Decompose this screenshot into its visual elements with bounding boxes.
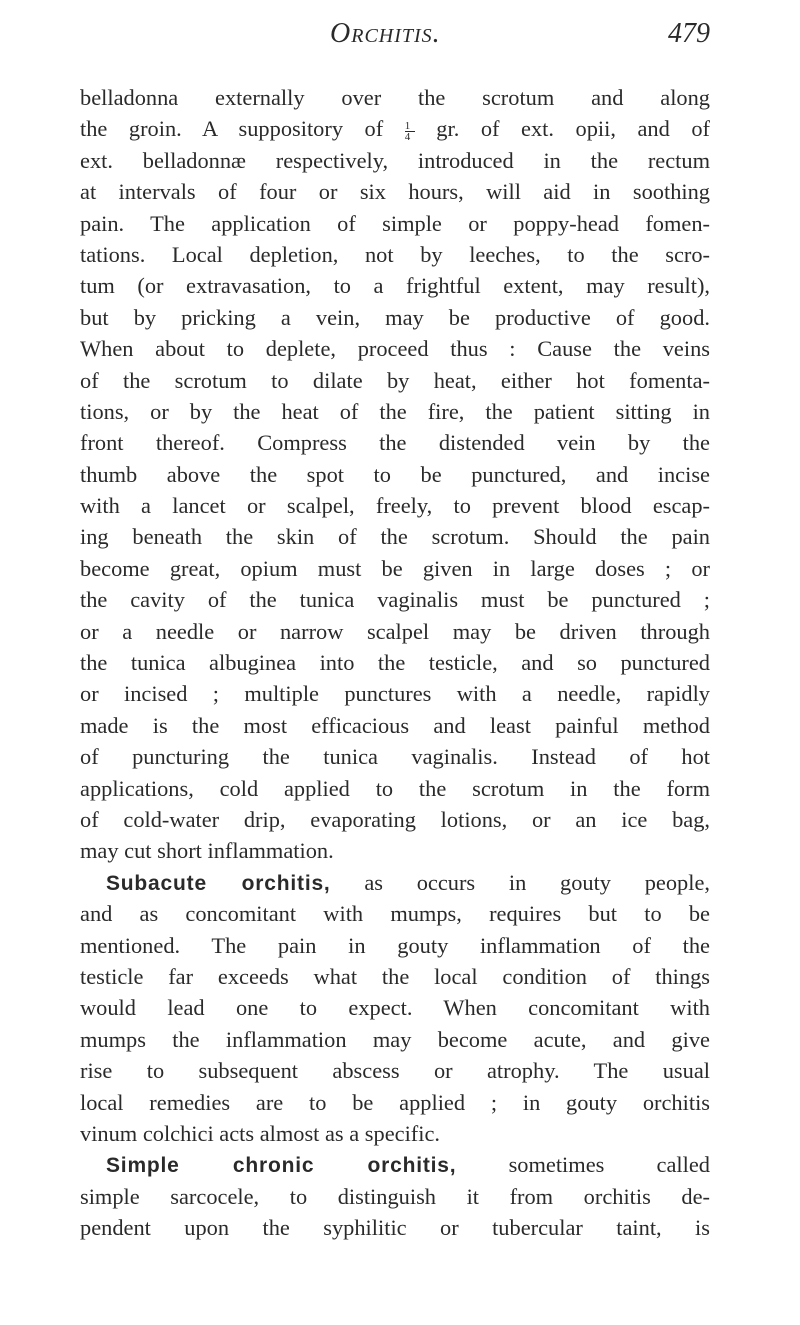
- text-line: vinum colchici acts almost as a specific.: [80, 1120, 440, 1146]
- text-line: pendent upon the syphilitic or tubercular taint, is: [80, 1215, 710, 1241]
- text-line: pain. The application of simple or poppy-head fomen-: [80, 210, 710, 236]
- text-line: mumps the inflammation may become acute, and give: [80, 1026, 710, 1052]
- body-text: [80, 82, 710, 1243]
- page-number: 479: [668, 18, 710, 49]
- text-segment: the groin. A suppository of: [80, 116, 384, 142]
- running-title: Orchitis.: [330, 18, 441, 49]
- text-line: the tunica albuginea into the testicle, and so punctured: [80, 650, 710, 676]
- text-segment: gr. of ext. opii, and of: [436, 116, 710, 142]
- text-line: or incised ; multiple punctures with a needle, rapidly: [80, 681, 710, 707]
- text-line: [80, 1149, 710, 1180]
- text-line: become great, opium must be given in large doses ; or: [80, 555, 710, 581]
- text-line: would lead one to expect. When concomitant with: [80, 995, 710, 1021]
- text-line: [80, 113, 710, 144]
- text-line: made is the most efficacious and least painful method: [80, 712, 710, 738]
- section-heading-simple-chronic-orchitis: Simple chronic orchitis,: [106, 1154, 457, 1178]
- text-line: simple sarcocele, to distinguish it from orchitis de-: [80, 1183, 710, 1209]
- fraction: [405, 121, 415, 142]
- text-line: the cavity of the tunica vaginalis must be punctured ;: [80, 587, 710, 613]
- text-line: front thereof. Compress the distended vein by the: [80, 430, 710, 456]
- text-line: of puncturing the tunica vaginalis. Instead of hot: [80, 744, 710, 770]
- text-line: [80, 867, 710, 898]
- text-line: belladonna externally over the scrotum and along: [80, 85, 710, 110]
- text-line: mentioned. The pain in gouty inflammation of the: [80, 932, 710, 958]
- text-line: or a needle or narrow scalpel may be driven through: [80, 618, 710, 644]
- section-heading-subacute-orchitis: Subacute orchitis,: [106, 871, 331, 895]
- text-line: thumb above the spot to be punctured, and incise: [80, 461, 710, 487]
- text-line: When about to deplete, proceed thus : Cause the veins: [80, 336, 710, 362]
- text-line: but by pricking a vein, may be productive of good.: [80, 304, 710, 330]
- text-segment: sometimes called: [508, 1152, 710, 1178]
- text-line: may cut short inflammation.: [80, 838, 334, 864]
- text-line: ing beneath the skin of the scrotum. Should the pain: [80, 524, 710, 550]
- text-line: of the scrotum to dilate by heat, either hot fomenta-: [80, 367, 710, 393]
- text-line: tions, or by the heat of the fire, the patient sitting in: [80, 398, 710, 424]
- text-line: and as concomitant with mumps, requires but to be: [80, 901, 710, 927]
- text-segment: as occurs in gouty people,: [364, 869, 711, 895]
- text-line: local remedies are to be applied ; in gouty orchitis: [80, 1089, 710, 1115]
- text-line: rise to subsequent abscess or atrophy. The usual: [80, 1058, 710, 1084]
- text-line: of cold-water drip, evaporating lotions, or an ice bag,: [80, 806, 710, 832]
- text-line: ext. belladonnæ respectively, introduced in the rectum: [80, 147, 710, 173]
- text-line: tum (or extravasation, to a frightful extent, may result),: [80, 273, 710, 299]
- text-line: testicle far exceeds what the local condition of things: [80, 963, 710, 989]
- fraction-numerator: 1: [405, 121, 415, 132]
- text-line: applications, cold applied to the scrotum in the form: [80, 775, 710, 801]
- fraction-denominator: 4: [404, 130, 411, 143]
- text-line: with a lancet or scalpel, freely, to prevent blood escap-: [80, 493, 710, 519]
- text-line: at intervals of four or six hours, will aid in soothing: [80, 179, 710, 205]
- text-line: tations. Local depletion, not by leeches, to the scro-: [80, 241, 710, 267]
- running-head: [80, 18, 710, 62]
